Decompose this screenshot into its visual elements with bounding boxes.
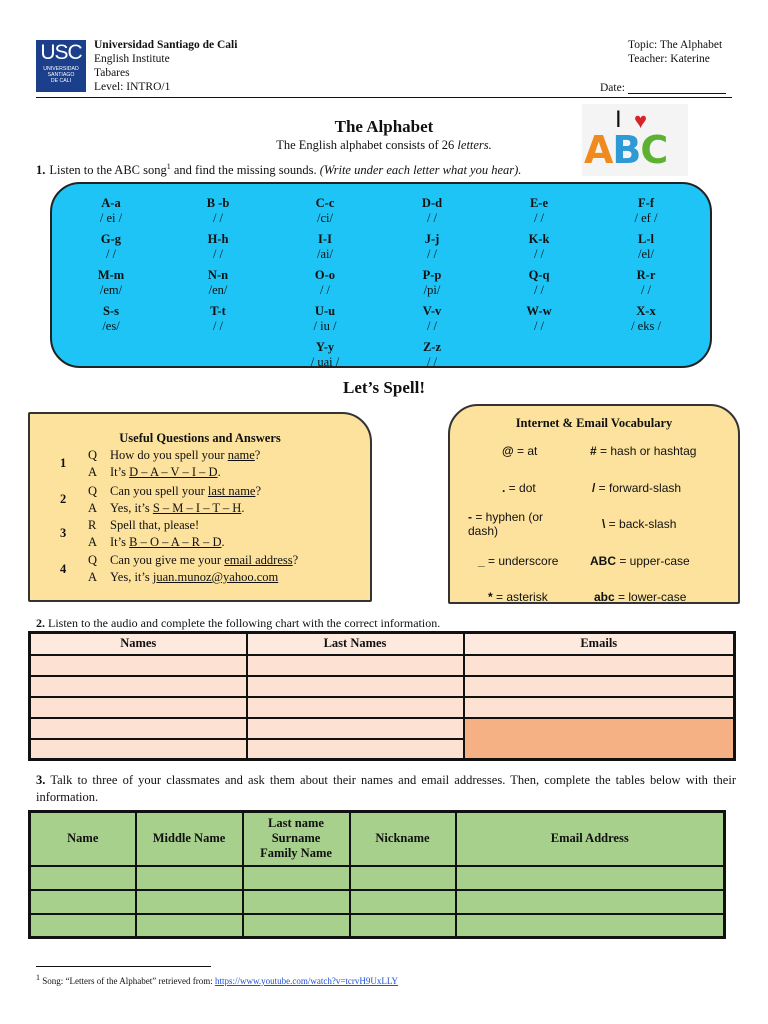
table-cell[interactable] [456,866,725,890]
teacher-label: Teacher: Katerine [628,53,710,65]
qa-punct: . [221,535,225,549]
alphabet-cell [56,232,166,262]
letter-sound[interactable]: /es/ [102,319,120,333]
letter-pair: E-e [529,196,549,210]
letter-pair: V-v [422,304,442,318]
illustration-letter-a: A [584,128,613,172]
letter-pair: I-I [318,232,332,246]
qa-punct: ? [292,553,299,567]
email-cell-merged[interactable] [464,718,735,760]
name-cell[interactable] [30,697,247,718]
vocab-item [590,554,690,568]
letter-sound[interactable]: / / [640,283,652,297]
section-2-text: Listen to the audio and complete the following chart with the correct information. [48,616,441,630]
heart-icon: ♥ [634,108,648,133]
footnote-number: 1 [36,973,40,982]
alphabet-cell [484,268,594,298]
qa-underlined: D – A – V – I – D [129,465,218,479]
letter-pair: U-u [314,304,336,318]
column-header-middle-name: Middle Name [136,812,243,866]
letter-sound[interactable]: / ei / [99,211,123,225]
last-name-cell[interactable] [247,655,464,676]
qa-punct: ? [254,448,261,462]
date-blank-line [628,83,726,94]
vocab-definition: = at [513,444,538,458]
vocab-symbol: @ [502,444,514,458]
letter-sound[interactable]: /en/ [208,283,228,297]
qa-answer [88,535,225,550]
qa-punct: ? [255,484,262,498]
illustration-letter-b: B [612,128,641,172]
alphabet-cell [56,304,166,334]
table-row [30,718,735,739]
table-cell[interactable] [243,866,350,890]
alphabet-cell [163,232,273,262]
section-3-text: Talk to three of your classmates and ask them about their names and email addresses. Then, complete the tables below with their information. [36,773,736,804]
topic-label: Topic: The Alphabet [628,39,723,51]
letter-pair: Q-q [528,268,550,282]
qa-underlined: juan.munoz@yahoo.com [152,570,279,584]
email-cell[interactable] [464,676,735,697]
page-title: The Alphabet [334,117,434,136]
letter-pair: Y-y [315,340,335,354]
vocab-symbol: . [502,481,506,495]
level-label: Level: INTRO/1 [94,81,171,93]
column-header-names: Names [30,633,247,655]
table-cell[interactable] [30,866,136,890]
last-name-cell[interactable] [247,697,464,718]
table-row [30,866,725,890]
letter-sound[interactable]: / / [533,247,545,261]
date-field [600,82,732,94]
vocab-definition: = dot [505,481,536,495]
column-header-email-address: Email Address [456,812,725,866]
footnote-ref: 1 [166,162,171,171]
alphabet-cell [484,304,594,334]
qa-marker: Q [88,553,98,567]
letter-pair: N-n [207,268,229,282]
vocab-item [502,481,536,495]
letter-sound[interactable]: / / [319,283,331,297]
qa-text: Spell that, please! [110,518,200,532]
vocab-definition: = hyphen (or dash) [468,510,544,538]
qa-punct: . [241,501,245,515]
table-cell[interactable] [30,914,136,938]
vocab-item [468,510,564,538]
column-header-name: Name [30,812,136,866]
vocab-item [590,444,696,458]
header-right [628,38,722,66]
qa-question [88,484,261,499]
qa-marker: Q [88,484,98,498]
campus-name: Tabares [94,67,130,79]
vocab-symbol: - [468,510,472,524]
last-name-cell[interactable] [247,718,464,739]
illustration-abc [584,128,667,172]
vocab-definition: = hash or hashtag [596,444,697,458]
table-cell[interactable] [350,866,456,890]
vocab-item [602,517,676,531]
letter-sound[interactable]: / / [426,211,438,225]
qa-text: Yes, it’s [110,501,153,515]
letter-sound[interactable]: / / [426,247,438,261]
header-left [94,38,237,94]
letter-sound[interactable]: / / [426,355,438,368]
qa-punct: . [217,465,221,479]
qa-group-number: 2 [60,492,67,506]
letter-pair: P-p [422,268,442,282]
vocab-item [488,590,548,604]
letter-sound[interactable]: /pi/ [423,283,441,297]
alphabet-cell [591,232,701,262]
letter-pair: O-o [314,268,336,282]
vocab-definition: = upper-case [616,554,690,568]
letter-pair: Z-z [422,340,442,354]
section-3-number: 3. [36,773,46,787]
qa-marker: A [88,501,98,515]
logo-subtext-2: SANTIAGO [47,72,75,78]
table-cell[interactable] [136,914,243,938]
letter-sound[interactable]: / / [105,247,117,261]
alphabet-cell [377,340,487,368]
university-name: Universidad Santiago de Cali [94,39,238,51]
letter-pair: J-j [424,232,440,246]
letter-sound[interactable]: / eks / [631,319,661,333]
qa-answer [88,518,199,533]
qa-title: Useful Questions and Answers [119,431,281,445]
letter-sound[interactable]: /em/ [99,283,123,297]
alphabet-cell [270,304,380,334]
footnote-text: Song: “Letters of the Alphabet” retrieved from: [40,976,215,986]
table-cell[interactable] [456,890,725,914]
vocab-symbol: ABC [590,554,616,568]
vocab-definition: = asterisk [492,590,548,604]
vocab-title: Internet & Email Vocabulary [515,416,673,430]
qa-underlined: email address [224,553,293,567]
letter-pair: D-d [421,196,443,210]
letter-pair: F-f [638,196,654,210]
section-1-italic: (Write under each letter what you hear). [319,163,522,178]
footnote [36,973,398,986]
letter-sound[interactable]: / / [212,247,224,261]
letter-pair: H-h [207,232,229,246]
listening-chart [28,631,736,761]
letter-pair: W-w [526,304,552,318]
letter-pair: L-l [638,232,654,246]
letter-pair: C-c [315,196,335,210]
subtitle-text: The English alphabet consists of 26 [276,138,458,152]
alphabet-cell [591,196,701,226]
alphabet-cell [591,268,701,298]
illustration-letter-c: C [640,128,668,172]
letter-sound[interactable]: /ai/ [317,247,333,261]
qa-answer [88,465,221,480]
vocab-symbol: abc [594,590,615,604]
letter-pair: M-m [97,268,125,282]
alphabet-box [50,182,712,368]
qa-marker: R [88,518,97,532]
name-cell[interactable] [30,676,247,697]
qa-marker: A [88,570,98,584]
letter-pair: G-g [100,232,122,246]
letter-sound[interactable]: / iu / [313,319,337,333]
letter-pair: S-s [103,304,119,318]
column-header-nickname: Nickname [350,812,456,866]
qa-underlined: name [227,448,255,462]
alphabet-cell [56,196,166,226]
header-divider [36,97,732,98]
section-1-number: 1. [36,163,46,178]
letter-sound[interactable]: / ef / [634,211,658,225]
i-love-abc-illustration [582,104,688,176]
logo-text: USC [40,41,82,64]
footnote-divider [36,966,211,967]
letter-sound[interactable]: / / [533,319,545,333]
table-cell[interactable] [30,890,136,914]
vocab-item [592,481,681,495]
lets-spell-heading: Let’s Spell! [342,378,425,397]
qa-text: How do you spell your [110,448,228,462]
vocab-item [502,444,537,458]
logo-subtext-3: DE CALI [50,78,72,84]
qa-question [88,553,298,568]
footnote-link[interactable]: https://www.youtube.com/watch?v=tcrvH9UxLLY [214,976,399,986]
alphabet-cell [377,268,487,298]
column-header-last-name [243,812,350,866]
table-cell[interactable] [456,914,725,938]
qa-text: Can you give me your [110,553,225,567]
qa-group-number: 1 [60,456,67,470]
qa-marker: A [88,535,98,549]
qa-underlined: B – O – A – R – D [129,535,222,549]
letter-sound[interactable]: / uai / [310,355,340,368]
last-name-cell[interactable] [247,739,464,760]
table-cell[interactable] [136,866,243,890]
table-row [30,914,725,938]
alphabet-cell [163,304,273,334]
vocab-definition: = underscore [484,554,559,568]
letter-sound[interactable]: / / [212,319,224,333]
illustration-i: I [615,106,622,133]
vocab-definition: = lower-case [614,590,687,604]
alphabet-cell [377,196,487,226]
name-cell[interactable] [30,739,247,760]
section-1-text-2: and find the missing sounds. [170,163,320,178]
table-cell[interactable] [136,890,243,914]
qa-group-number: 4 [60,562,67,576]
last-name-header-line: Last name [268,816,324,831]
name-cell[interactable] [30,718,247,739]
email-cell[interactable] [464,697,735,718]
email-cell[interactable] [464,655,735,676]
qa-text: Yes, it’s [110,570,153,584]
letter-pair: T-t [210,304,226,318]
alphabet-cell [163,268,273,298]
qa-answer [88,501,244,516]
section-2-instructions [36,616,440,631]
vocab-item [594,590,686,604]
letter-sound[interactable]: / / [212,211,224,225]
letter-pair: B -b [206,196,230,210]
qa-text: Can you spell your [110,484,208,498]
alphabet-cell [270,232,380,262]
vocab-symbol: # [590,444,597,458]
qa-underlined: last name [207,484,256,498]
table-cell[interactable] [243,914,350,938]
alphabet-cell [377,304,487,334]
last-name-header-line: Surname [271,831,321,846]
last-name-cell[interactable] [247,676,464,697]
qa-question [88,448,260,463]
table-cell[interactable] [350,914,456,938]
vocab-symbol: * [488,590,493,604]
alphabet-cell [270,340,380,368]
subtitle-emphasis: letters. [457,138,492,152]
table-cell[interactable] [350,890,456,914]
qa-marker: A [88,465,98,479]
section-1-text: Listen to the ABC song [49,163,167,178]
qa-group-number: 3 [60,526,67,540]
qa-text: It’s [110,465,130,479]
qa-underlined: S – M – I – T – H [152,501,242,515]
vocab-symbol: / [592,481,596,495]
section-1-instructions [36,162,521,178]
vocab-symbol: \ [602,517,606,531]
vocab-definition: = forward-slash [595,481,682,495]
table-row [30,890,725,914]
date-label: Date: [600,82,625,94]
alphabet-cell [484,196,594,226]
qa-answer [88,570,278,585]
letter-sound[interactable]: / / [533,283,545,297]
alphabet-cell [377,232,487,262]
vocab-definition: = back-slash [605,517,677,531]
institute-name: English Institute [94,53,170,65]
table-row [30,697,735,718]
alphabet-cell [270,196,380,226]
letter-pair: A-a [101,196,121,210]
alphabet-cell [484,232,594,262]
vocab-item [478,554,558,568]
letter-sound[interactable]: / / [426,319,438,333]
last-name-header-line: Family Name [260,846,332,861]
letter-pair: X-x [636,304,656,318]
name-cell[interactable] [30,655,247,676]
alphabet-cell [591,304,701,334]
letter-sound[interactable]: /ci/ [317,211,333,225]
section-2-number: 2. [36,616,45,630]
useful-questions-box [28,412,372,602]
classmates-table [28,810,726,939]
logo-subtext-1: UNIVERSIDAD [43,66,79,72]
alphabet-cell [163,196,273,226]
table-row [30,676,735,697]
table-row [30,655,735,676]
column-header-last-names: Last Names [247,633,464,655]
letter-sound[interactable]: /el/ [638,247,654,261]
letter-sound[interactable]: / / [533,211,545,225]
table-cell[interactable] [243,890,350,914]
usc-logo [36,40,86,92]
alphabet-cell [270,268,380,298]
email-vocabulary-box [448,404,740,604]
qa-marker: Q [88,448,98,462]
letter-pair: K-k [528,232,550,246]
qa-text: It’s [110,535,130,549]
alphabet-cell [56,268,166,298]
vocab-symbol: _ [478,554,485,568]
letter-pair: R-r [636,268,656,282]
column-header-emails: Emails [464,633,735,655]
section-3-instructions [36,772,736,806]
